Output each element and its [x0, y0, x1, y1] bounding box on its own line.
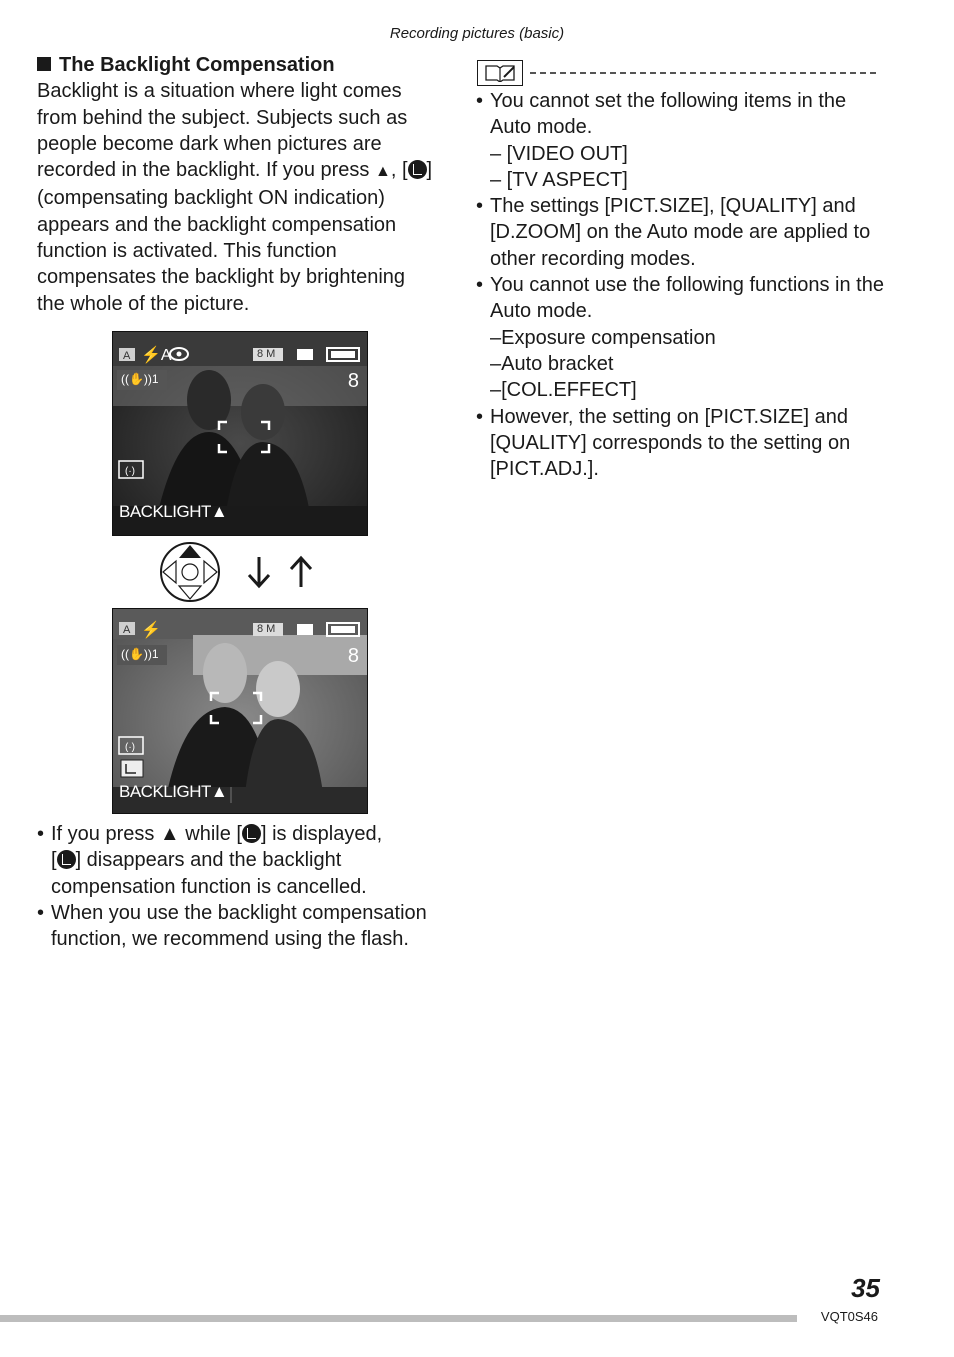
backlight-icon [408, 160, 427, 179]
up-triangle-icon: ▲ [374, 163, 391, 181]
document-code: VQT0S46 [820, 1309, 878, 1324]
stabilizer-indicator: ((✋))1 [121, 647, 159, 661]
stabilizer-indicator: ((✋))1 [121, 372, 159, 386]
remaining-shots: 8 [347, 645, 359, 667]
svg-text:(·): (·) [125, 742, 135, 753]
svg-text:⚡: ⚡ [141, 622, 161, 639]
camera-screen-after [112, 608, 368, 814]
page-header: Recording pictures (basic) [389, 25, 565, 42]
image-size-indicator: 8 M [257, 348, 276, 360]
memo-notes-icon [477, 60, 523, 86]
section-heading: The Backlight Compensation [37, 52, 437, 78]
left-column [37, 52, 437, 317]
intro-paragraph: Backlight is a situation where light comes from behind the subject. Subjects such as people become dark when pictures are recorded in the backlight. If you press ▲, [ ] (compensating backlight ON indication) appears and the backlight compensation function is activated. This function compensates the backlight by brightening the whole of the picture. [37, 80, 433, 315]
square-bullet-icon [37, 57, 51, 71]
page-number: 35 [851, 1273, 880, 1303]
dashed-divider [530, 72, 876, 74]
note-item: • However, the setting on [PICT.SIZE] and [QUALITY] corresponds to the setting on [PICT.ADJ.]. [476, 404, 886, 483]
right-column [476, 88, 886, 482]
left-notes [37, 821, 437, 952]
note-item: • When you use the backlight compensation function, we recommend using the flash. [37, 900, 437, 953]
note-item: • You cannot use the following functions in the Auto mode. –Exposure compensation –Auto bracket –[COL.EFFECT] [476, 272, 886, 403]
note-item: • If you press ▲ while [ ] is displayed, [ ] disappears and the backlight compensation function is cancelled. [37, 821, 437, 900]
backlight-label: BACKLIGHT▲ [119, 502, 228, 521]
cursor-pad-up-icon [159, 541, 221, 603]
down-up-arrows-icon [245, 555, 317, 589]
note-item: • The settings [PICT.SIZE], [QUALITY] and [D.ZOOM] on the Auto mode are applied to other recording modes. [476, 193, 886, 272]
camera-screen-before [112, 331, 368, 536]
svg-text:(·): (·) [125, 466, 135, 477]
backlight-icon [57, 850, 76, 869]
remaining-shots: 8 [347, 370, 359, 392]
image-size-indicator: 8 M [257, 623, 276, 635]
footer-bar [0, 1315, 797, 1322]
svg-text:A: A [123, 624, 131, 636]
note-item: • You cannot set the following items in the Auto mode. – [VIDEO OUT] – [TV ASPECT] [476, 88, 886, 193]
backlight-label: BACKLIGHT▲ [119, 782, 228, 801]
backlight-icon [242, 824, 261, 843]
svg-text:A: A [123, 350, 131, 362]
svg-text:⚡A: ⚡A [141, 347, 172, 364]
